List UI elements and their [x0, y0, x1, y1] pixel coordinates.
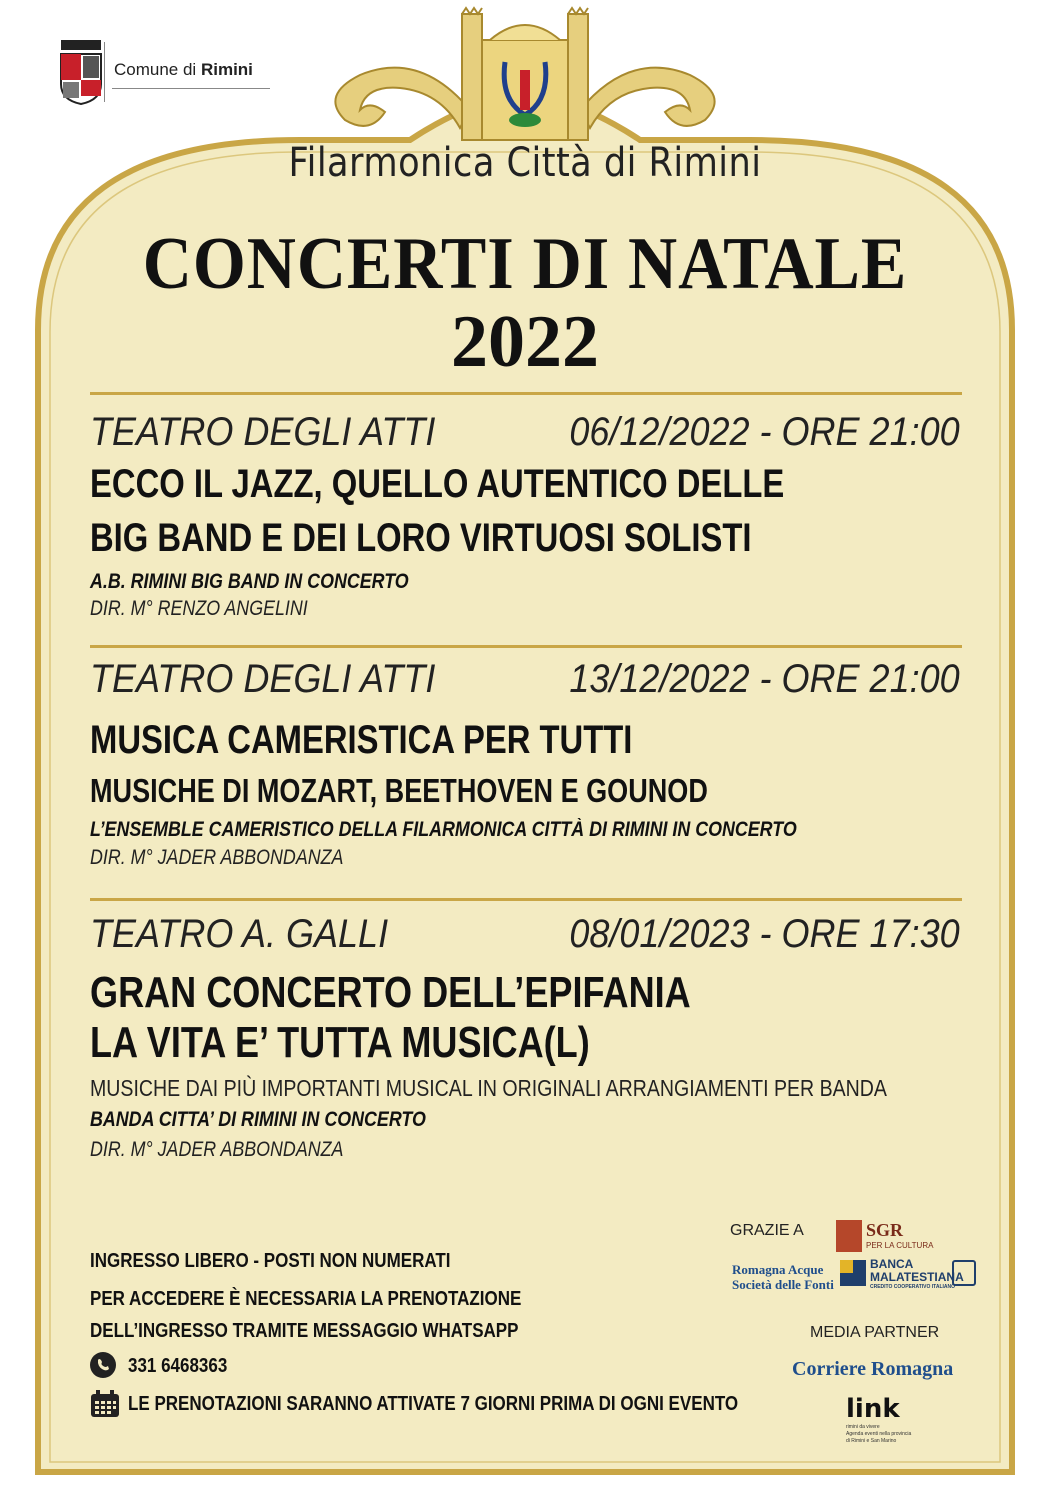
link-sub-line-3: di Rimini e San Marino — [846, 1438, 897, 1444]
logo-divider — [104, 42, 105, 102]
sgr-logo-subtext: PER LA CULTURA — [866, 1241, 934, 1250]
event-2-director: DIR. M° JADER ABBONDANZA — [90, 846, 344, 869]
phone-number: 331 6468363 — [128, 1355, 228, 1377]
banca-malatestiana-icon — [840, 1260, 866, 1286]
banca-malatestiana-logo — [870, 1258, 964, 1291]
organization-name: Filarmonica Città di Rimini — [288, 140, 762, 186]
event-3-description: MUSICHE DAI PIÙ IMPORTANTI MUSICAL IN ORIGINALI ARRANGIAMENTI PER BANDA — [90, 1075, 887, 1101]
event-1-headline-2: BIG BAND E DEI LORO VIRTUOSI SOLISTI — [90, 516, 752, 560]
event-1-director: DIR. M° RENZO ANGELINI — [90, 597, 308, 620]
link-logo: link — [846, 1394, 900, 1424]
reservation-note-2: DELL’INGRESSO TRAMITE MESSAGGIO WHATSAPP — [90, 1320, 519, 1342]
event-3-headline-1: GRAN CONCERTO DELL’EPIFANIA — [90, 968, 691, 1017]
romagna-acque-logo — [732, 1262, 834, 1292]
comune-underline — [112, 88, 270, 89]
title-year: 2022 — [451, 301, 599, 383]
media-partner-label: MEDIA PARTNER — [810, 1324, 940, 1341]
event-3-venue: TEATRO A. GALLI — [90, 912, 389, 956]
event-2-datetime: 13/12/2022 - ORE 21:00 — [569, 657, 960, 701]
whatsapp-icon — [90, 1352, 116, 1378]
section-divider — [90, 645, 962, 648]
event-1-venue: TEATRO DEGLI ATTI — [90, 410, 436, 454]
event-2-headline-1: MUSICA CAMERISTICA PER TUTTI — [90, 718, 633, 762]
free-entry-note: INGRESSO LIBERO - POSTI NON NUMERATI — [90, 1250, 451, 1272]
event-1-headline-1: ECCO IL JAZZ, QUELLO AUTENTICO DELLE — [90, 462, 785, 506]
comune-name: Rimini — [200, 60, 253, 79]
rimini-crest-icon — [58, 40, 104, 106]
corriere-romagna-logo: Corriere Romagna — [792, 1358, 954, 1380]
bcc-logo-icon — [952, 1260, 976, 1286]
banca-line-3: CREDITO COOPERATIVO ITALIANO — [870, 1284, 956, 1290]
link-sub-line-2: Agenda eventi nella provincia — [846, 1431, 912, 1437]
banca-line-1: BANCA — [870, 1257, 914, 1271]
event-3-headline-2: LA VITA E’ TUTTA MUSICA(L) — [90, 1018, 590, 1067]
event-2-venue: TEATRO DEGLI ATTI — [90, 657, 436, 701]
event-1-datetime: 06/12/2022 - ORE 21:00 — [569, 410, 960, 454]
reservation-activation-note: LE PRENOTAZIONI SARANNO ATTIVATE 7 GIORNI PRIMA DI OGNI EVENTO — [128, 1393, 739, 1415]
thanks-label: GRAZIE A — [730, 1222, 804, 1239]
event-2-performer: L’ENSEMBLE CAMERISTICO DELLA FILARMONICA CITTÀ DI RIMINI IN CONCERTO — [90, 818, 797, 841]
filarmonica-emblem — [462, 8, 588, 140]
event-3-performer: BANDA CITTA’ DI RIMINI IN CONCERTO — [90, 1108, 426, 1131]
comune-prefix: Comune di — [114, 60, 197, 79]
link-logo-subtext — [846, 1424, 911, 1445]
calendar-icon — [90, 1390, 120, 1418]
event-3-datetime: 08/01/2023 - ORE 17:30 — [569, 912, 960, 956]
section-divider — [90, 898, 962, 901]
page-title: CONCERTI DI NATALE — [142, 223, 908, 305]
sgr-logo-icon — [836, 1220, 862, 1252]
event-1-performer: A.B. RIMINI BIG BAND IN CONCERTO — [90, 570, 409, 593]
banca-line-2: MALATESTIANA — [870, 1270, 964, 1284]
romagna-acque-line-2: Società delle Fonti — [732, 1277, 834, 1292]
link-sub-line-1: rimini da vivere — [846, 1424, 880, 1430]
reservation-note-1: PER ACCEDERE È NECESSARIA LA PRENOTAZIONE — [90, 1288, 522, 1310]
romagna-acque-line-1: Romagna Acque — [732, 1262, 824, 1277]
comune-label — [114, 60, 253, 80]
event-3-director: DIR. M° JADER ABBONDANZA — [90, 1138, 344, 1161]
sgr-logo-text: SGR — [866, 1220, 904, 1240]
event-2-headline-2: MUSICHE DI MOZART, BEETHOVEN E GOUNOD — [90, 772, 708, 809]
section-divider — [90, 392, 962, 395]
